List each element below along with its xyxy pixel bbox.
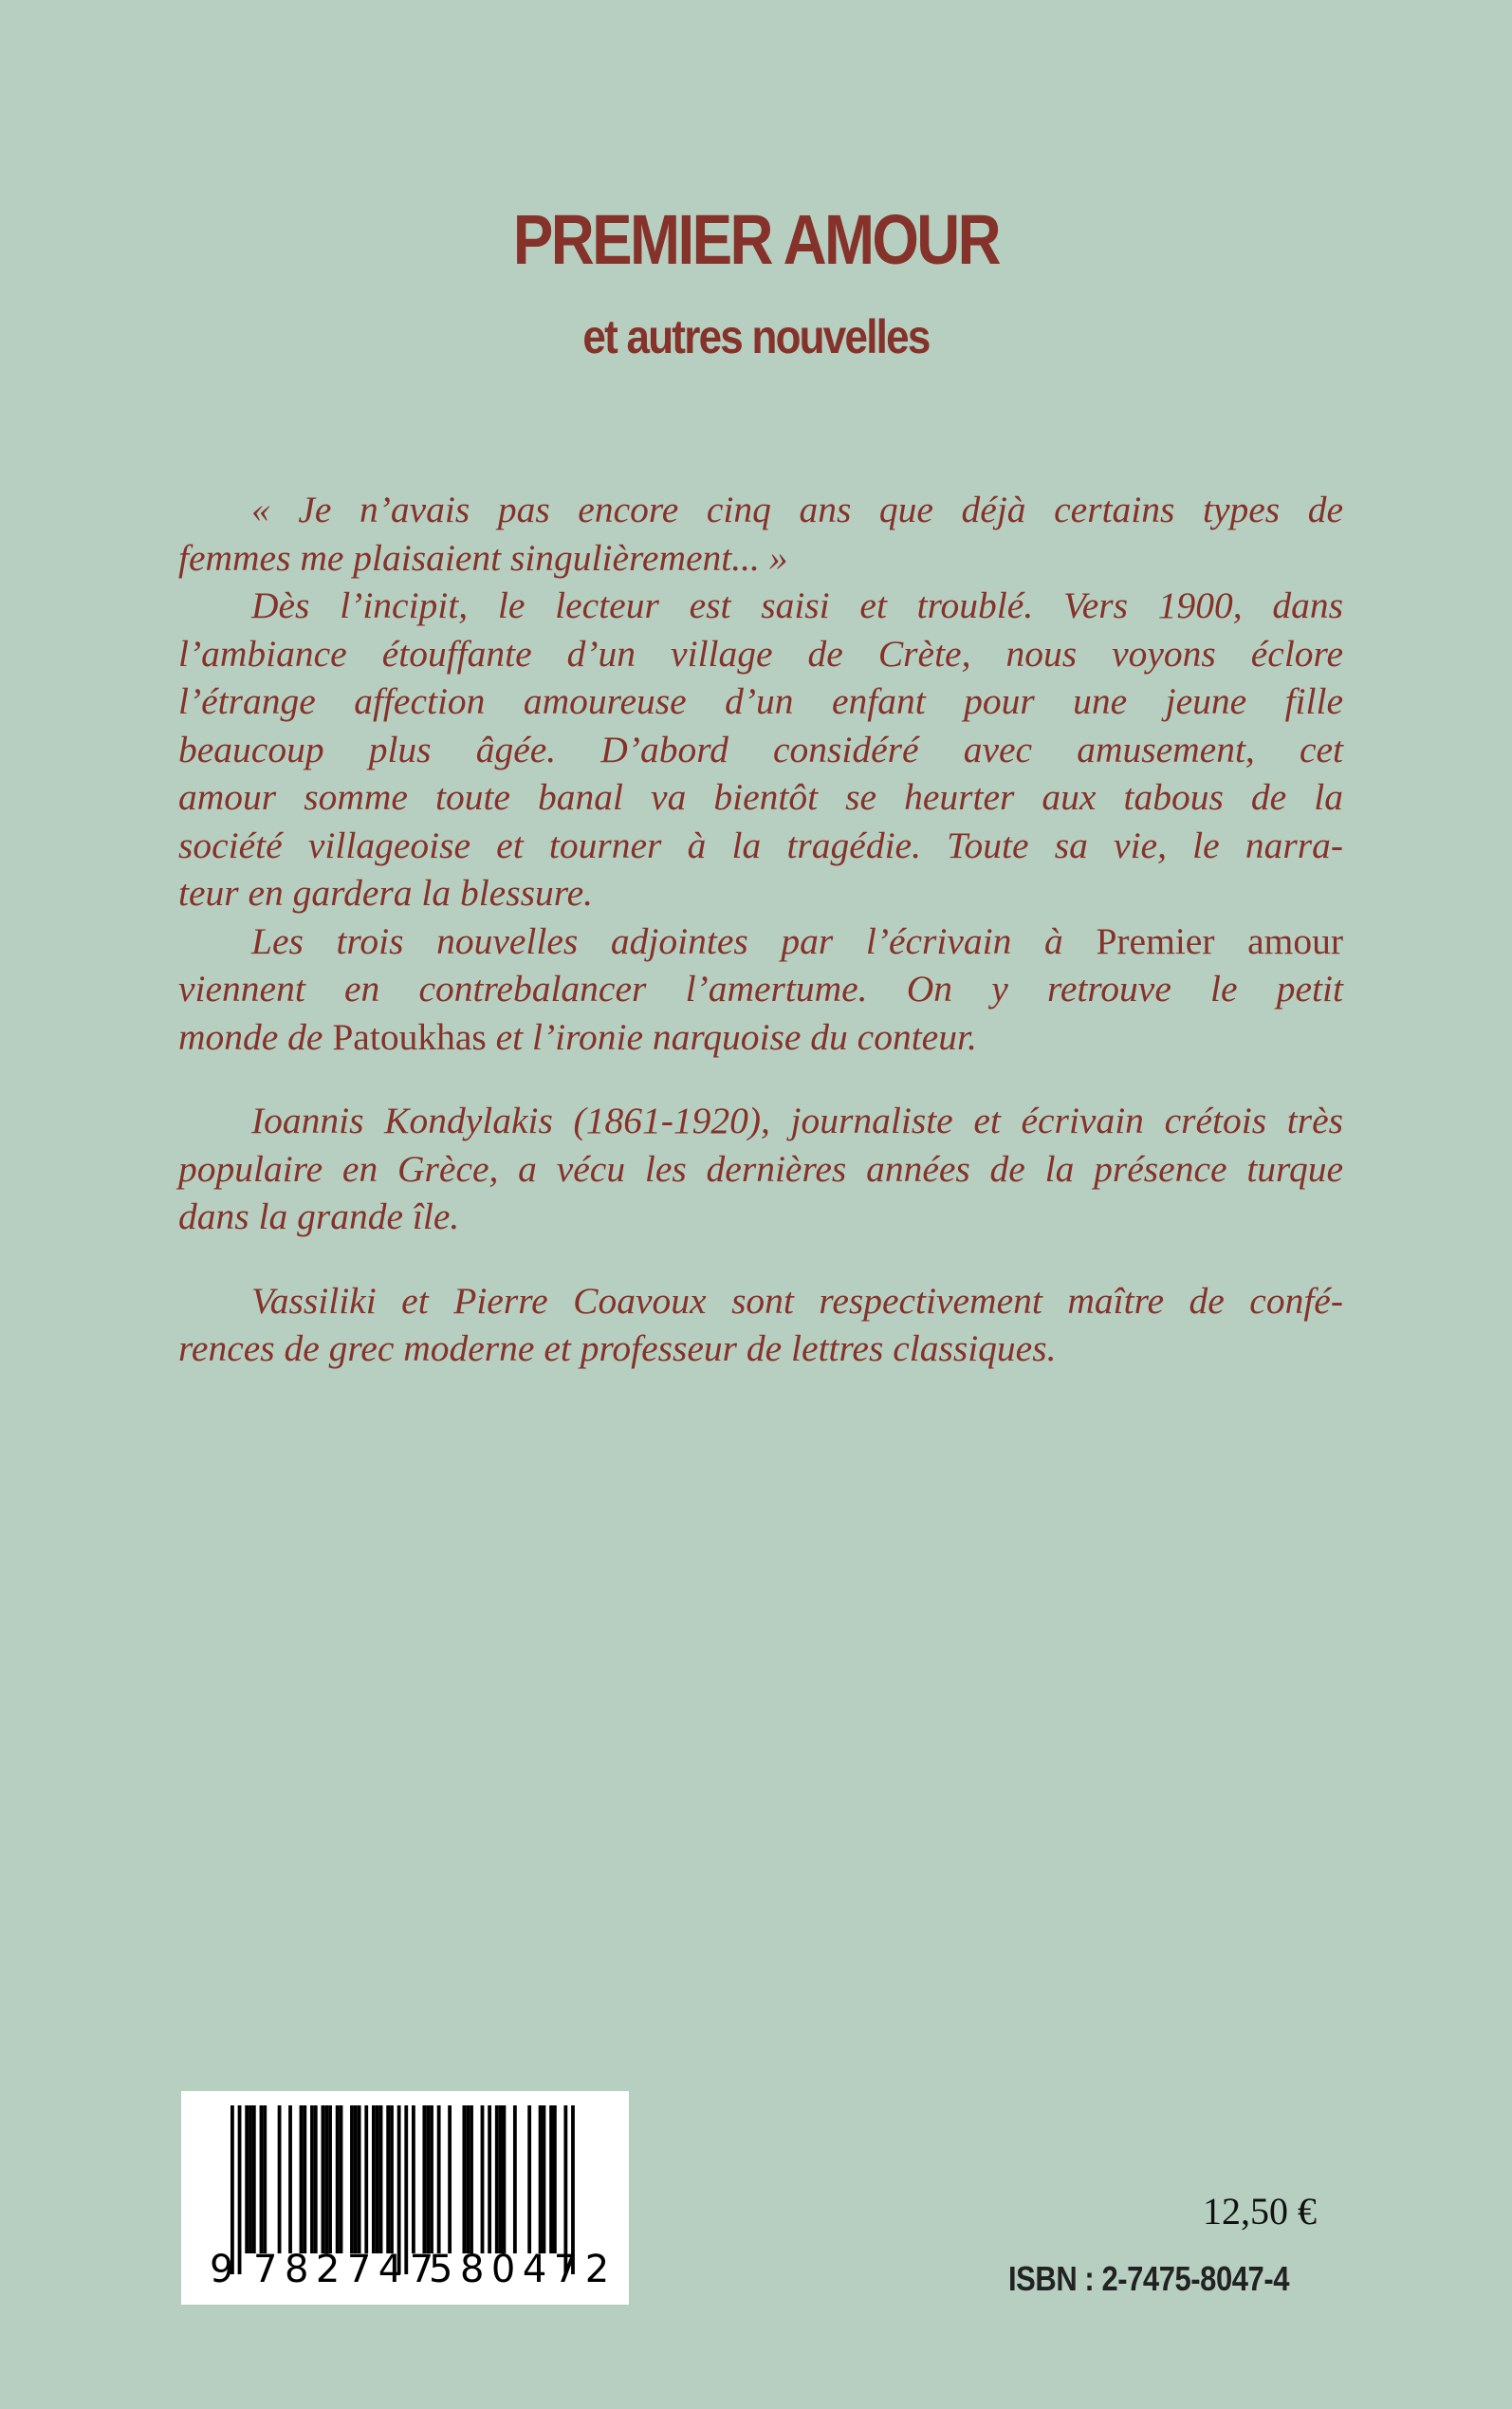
work-title: Premier amour bbox=[1096, 919, 1344, 962]
opening-quote bbox=[178, 486, 1343, 582]
barcode-digits bbox=[181, 2091, 629, 2305]
blurb-line: femmes me plaisaient singulièrement... » bbox=[178, 536, 788, 579]
blurb-line: Dès l’incipit, le lecteur est saisi et troublé. Vers 1900, dans bbox=[251, 584, 1343, 626]
back-cover-blurb bbox=[178, 486, 1343, 1373]
barcode-left-digits: 782747 bbox=[253, 2248, 441, 2291]
blurb-text: monde de bbox=[178, 1015, 323, 1058]
blurb-line bbox=[178, 917, 1343, 966]
blurb-line: amour somme toute banal va bientôt se heurter aux tabous de la bbox=[178, 776, 1343, 818]
blurb-line: teur en gardera la blessure. bbox=[178, 872, 594, 914]
blurb-line: viennent en contrebalancer l’amertume. On y retrouve le petit bbox=[178, 968, 1343, 1010]
paragraph-gap bbox=[178, 1241, 1343, 1277]
blurb-line: rences de grec moderne et professeur de lettres classiques. bbox=[178, 1327, 1057, 1369]
blurb-line: beaucoup plus âgée. D’abord considéré avec amusement, cet bbox=[178, 728, 1343, 770]
isbn: ISBN : 2-7475-8047-4 bbox=[1008, 2259, 1290, 2298]
blurb-line: Vassiliki et Pierre Coavoux sont respectivement maître de confé- bbox=[251, 1279, 1343, 1322]
place-name: Patoukhas bbox=[332, 1015, 487, 1058]
price: 12,50 € bbox=[1203, 2190, 1317, 2233]
blurb-line: Ioannis Kondylakis (1861-1920), journaliste et écrivain crétois très bbox=[251, 1100, 1343, 1141]
translators-bio bbox=[178, 1277, 1343, 1373]
paragraph-gap bbox=[178, 1061, 1343, 1097]
blurb-text: et l’ironie narquoise du conteur. bbox=[495, 1015, 977, 1058]
stories-paragraph bbox=[178, 917, 1343, 1062]
barcode-right-digits: 580472 bbox=[429, 2248, 617, 2291]
author-bio bbox=[178, 1097, 1343, 1241]
blurb-line: « Je n’avais pas encore cinq ans que déjà certains types de bbox=[251, 489, 1343, 530]
barcode-first-digit: 9 bbox=[210, 2248, 234, 2291]
blurb-text: Les trois nouvelles adjointes par l’écrivain à bbox=[251, 919, 1063, 962]
blurb-line: société villageoise et tourner à la tragédie. Toute sa vie, le narra- bbox=[178, 824, 1343, 866]
book-title: PREMIER AMOUR bbox=[512, 200, 1000, 279]
barcode bbox=[181, 2091, 629, 2305]
book-subtitle: et autres nouvelles bbox=[582, 310, 930, 363]
blurb-line: dans la grande île. bbox=[178, 1195, 460, 1237]
blurb-line bbox=[178, 1013, 1343, 1062]
blurb-line: l’étrange affection amoureuse d’un enfant pour une jeune fille bbox=[178, 680, 1343, 722]
summary-paragraph bbox=[178, 582, 1343, 917]
blurb-line: l’ambiance étouffante d’un village de Crète, nous voyons éclore bbox=[178, 632, 1343, 675]
blurb-line: populaire en Grèce, a vécu les dernières années de la présence turque bbox=[178, 1147, 1343, 1190]
